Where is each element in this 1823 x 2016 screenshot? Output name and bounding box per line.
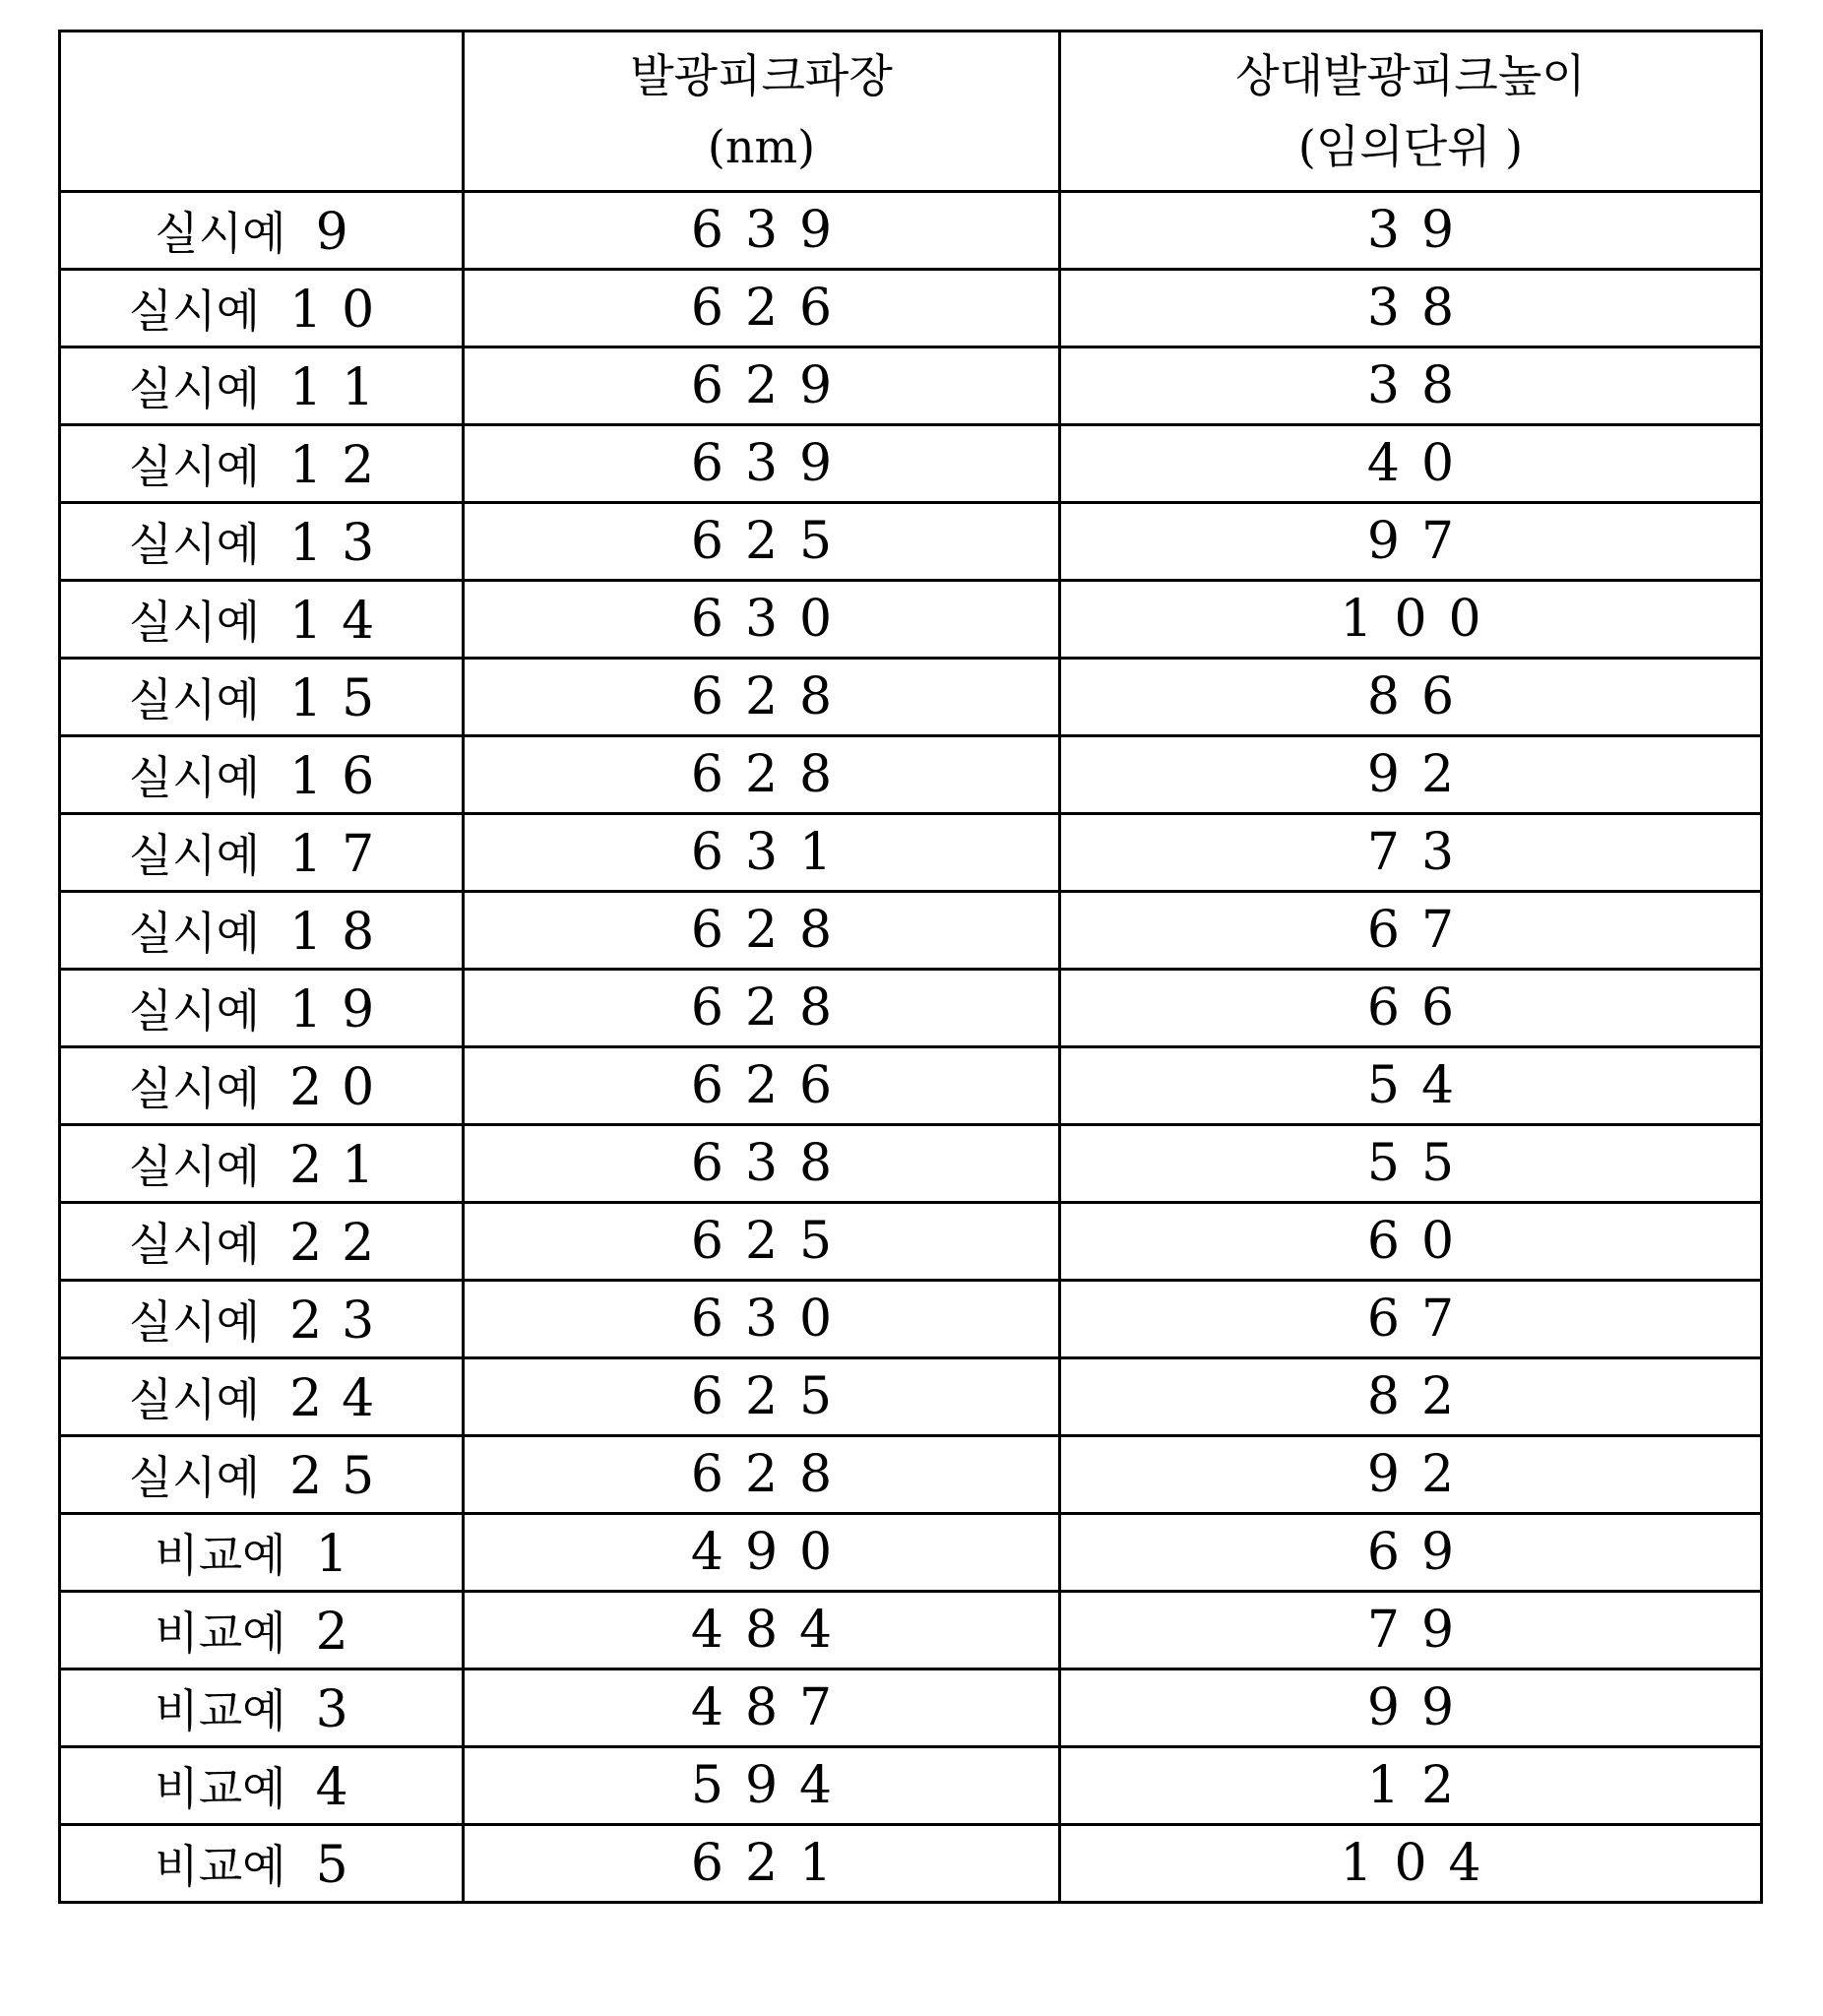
sample-number: 10 xyxy=(289,281,394,340)
table-row xyxy=(60,1747,1762,1825)
peak-height-cell xyxy=(1060,970,1762,1047)
sample-number: 25 xyxy=(289,1447,394,1506)
wavelength-value: 594 xyxy=(669,1756,853,1815)
table-row xyxy=(60,270,1762,347)
wavelength-value: 628 xyxy=(669,901,853,960)
wavelength-value: 628 xyxy=(669,1445,853,1504)
peak-height-cell xyxy=(1060,1592,1762,1670)
sample-cell xyxy=(60,1825,464,1903)
sample-cell xyxy=(60,1514,464,1592)
wavelength-cell xyxy=(464,425,1060,503)
peak-height-cell xyxy=(1060,892,1762,970)
peak-height-cell xyxy=(1060,192,1762,270)
sample-number: 24 xyxy=(289,1369,394,1428)
wavelength-cell xyxy=(464,970,1060,1047)
sample-number: 16 xyxy=(289,747,394,806)
peak-height-cell xyxy=(1060,1747,1762,1825)
sample-cell xyxy=(60,1592,464,1670)
peak-height-value: 100 xyxy=(1318,590,1502,649)
results-table xyxy=(58,30,1763,1904)
sample-type: 실시예 xyxy=(129,284,260,338)
sample-number: 3 xyxy=(316,1680,368,1739)
peak-height-cell xyxy=(1060,1281,1762,1358)
sample-type: 실시예 xyxy=(129,1140,260,1193)
peak-height-cell xyxy=(1060,1125,1762,1203)
wavelength-cell xyxy=(464,1825,1060,1903)
table-row xyxy=(60,1436,1762,1514)
table-row xyxy=(60,425,1762,503)
wavelength-value: 484 xyxy=(669,1601,853,1660)
sample-number: 4 xyxy=(316,1758,368,1817)
peak-height-cell xyxy=(1060,503,1762,581)
header-peak-wavelength xyxy=(464,32,1060,192)
sample-type: 실시예 xyxy=(129,596,260,649)
table-row xyxy=(60,1047,1762,1125)
wavelength-cell xyxy=(464,1047,1060,1125)
sample-type: 실시예 xyxy=(129,362,260,415)
wavelength-cell xyxy=(464,1747,1060,1825)
sample-type: 실시예 xyxy=(129,1451,260,1504)
peak-height-value: 38 xyxy=(1346,356,1476,415)
wavelength-cell xyxy=(464,192,1060,270)
peak-height-cell xyxy=(1060,1825,1762,1903)
sample-type: 비교예 xyxy=(155,1840,285,1893)
peak-height-value: 60 xyxy=(1346,1212,1476,1271)
sample-type: 실시예 xyxy=(129,907,260,960)
peak-height-value: 79 xyxy=(1346,1601,1476,1660)
wavelength-value: 630 xyxy=(669,1290,853,1349)
peak-height-value: 40 xyxy=(1346,434,1476,493)
sample-type: 비교예 xyxy=(155,1762,285,1815)
sample-number: 1 xyxy=(316,1525,368,1584)
wavelength-value: 487 xyxy=(669,1678,853,1737)
peak-height-cell xyxy=(1060,1047,1762,1125)
peak-height-cell xyxy=(1060,347,1762,425)
table-row xyxy=(60,970,1762,1047)
sample-number: 18 xyxy=(289,903,394,962)
wavelength-cell xyxy=(464,1436,1060,1514)
sample-type: 비교예 xyxy=(155,1684,285,1737)
peak-height-value: 12 xyxy=(1346,1756,1476,1815)
peak-height-value: 73 xyxy=(1346,823,1476,882)
wavelength-cell xyxy=(464,1670,1060,1747)
peak-height-value: 67 xyxy=(1346,1290,1476,1349)
peak-height-cell xyxy=(1060,736,1762,814)
sample-number: 2 xyxy=(316,1603,368,1662)
sample-type: 실시예 xyxy=(155,207,285,260)
wavelength-value: 490 xyxy=(669,1523,853,1582)
wavelength-value: 625 xyxy=(669,1212,853,1271)
wavelength-value: 626 xyxy=(669,279,853,338)
sample-cell xyxy=(60,425,464,503)
sample-cell xyxy=(60,1125,464,1203)
table-row xyxy=(60,892,1762,970)
table-row xyxy=(60,192,1762,270)
sample-number: 13 xyxy=(289,514,394,573)
sample-cell xyxy=(60,1358,464,1436)
sample-number: 19 xyxy=(289,980,394,1040)
wavelength-value: 639 xyxy=(669,434,853,493)
sample-number: 14 xyxy=(289,592,394,651)
peak-height-cell xyxy=(1060,659,1762,736)
sample-cell xyxy=(60,1670,464,1747)
sample-cell xyxy=(60,1436,464,1514)
header-row xyxy=(60,32,1762,192)
sample-number: 15 xyxy=(289,669,394,728)
sample-type: 실시예 xyxy=(129,829,260,882)
peak-height-value: 104 xyxy=(1318,1834,1502,1893)
table-row xyxy=(60,1203,1762,1281)
peak-height-value: 38 xyxy=(1346,279,1476,338)
peak-height-value: 54 xyxy=(1346,1056,1476,1115)
peak-height-cell xyxy=(1060,1514,1762,1592)
wavelength-cell xyxy=(464,1125,1060,1203)
sample-cell xyxy=(60,1281,464,1358)
sample-type: 실시예 xyxy=(129,1373,260,1426)
sample-cell xyxy=(60,1047,464,1125)
sample-number: 21 xyxy=(289,1136,394,1195)
sample-type: 비교예 xyxy=(155,1529,285,1582)
wavelength-value: 628 xyxy=(669,745,853,804)
sample-cell xyxy=(60,503,464,581)
wavelength-cell xyxy=(464,347,1060,425)
sample-cell xyxy=(60,270,464,347)
sample-type: 실시예 xyxy=(129,673,260,726)
sample-number: 17 xyxy=(289,825,394,884)
peak-height-value: 39 xyxy=(1346,201,1476,260)
sample-cell xyxy=(60,347,464,425)
peak-height-cell xyxy=(1060,1436,1762,1514)
sample-number: 9 xyxy=(316,203,368,262)
table-row xyxy=(60,1358,1762,1436)
sample-cell xyxy=(60,581,464,659)
sample-cell xyxy=(60,970,464,1047)
sample-cell xyxy=(60,892,464,970)
sample-number: 12 xyxy=(289,436,394,495)
wavelength-value: 625 xyxy=(669,1367,853,1426)
peak-height-cell xyxy=(1060,1670,1762,1747)
wavelength-value: 625 xyxy=(669,512,853,571)
header-label: 발광피크파장 xyxy=(630,49,893,102)
peak-height-cell xyxy=(1060,581,1762,659)
table-row xyxy=(60,1592,1762,1670)
peak-height-cell xyxy=(1060,1358,1762,1436)
peak-height-cell xyxy=(1060,1203,1762,1281)
peak-height-value: 92 xyxy=(1346,745,1476,804)
sample-number: 22 xyxy=(289,1214,394,1273)
wavelength-cell xyxy=(464,892,1060,970)
wavelength-cell xyxy=(464,814,1060,892)
wavelength-value: 631 xyxy=(669,823,853,882)
peak-height-value: 86 xyxy=(1346,667,1476,726)
sample-number: 5 xyxy=(316,1836,368,1895)
wavelength-cell xyxy=(464,270,1060,347)
sample-number: 11 xyxy=(289,358,394,417)
wavelength-value: 621 xyxy=(669,1834,853,1893)
sample-type: 실시예 xyxy=(129,1295,260,1349)
table-row xyxy=(60,736,1762,814)
sample-cell xyxy=(60,1747,464,1825)
wavelength-value: 629 xyxy=(669,356,853,415)
table-row xyxy=(60,659,1762,736)
table-row xyxy=(60,1825,1762,1903)
wavelength-cell xyxy=(464,1281,1060,1358)
header-unit: (임의단위 ) xyxy=(1061,111,1760,182)
peak-height-cell xyxy=(1060,270,1762,347)
wavelength-cell xyxy=(464,736,1060,814)
sample-type: 실시예 xyxy=(129,984,260,1038)
wavelength-cell xyxy=(464,1592,1060,1670)
sample-number: 20 xyxy=(289,1058,394,1117)
sample-cell xyxy=(60,659,464,736)
sample-type: 실시예 xyxy=(129,518,260,571)
wavelength-value: 628 xyxy=(669,978,853,1038)
sample-cell xyxy=(60,1203,464,1281)
peak-height-value: 82 xyxy=(1346,1367,1476,1426)
peak-height-cell xyxy=(1060,814,1762,892)
wavelength-value: 628 xyxy=(669,667,853,726)
sample-type: 실시예 xyxy=(129,1062,260,1115)
table-row xyxy=(60,581,1762,659)
wavelength-cell xyxy=(464,1514,1060,1592)
sample-cell xyxy=(60,736,464,814)
wavelength-cell xyxy=(464,503,1060,581)
wavelength-value: 639 xyxy=(669,201,853,260)
peak-height-value: 97 xyxy=(1346,512,1476,571)
sample-type: 실시예 xyxy=(129,751,260,804)
table-row xyxy=(60,347,1762,425)
table-row xyxy=(60,503,1762,581)
sample-type: 비교예 xyxy=(155,1606,285,1660)
wavelength-cell xyxy=(464,1358,1060,1436)
header-relative-peak-height xyxy=(1060,32,1762,192)
wavelength-cell xyxy=(464,659,1060,736)
peak-height-cell xyxy=(1060,425,1762,503)
peak-height-value: 55 xyxy=(1346,1134,1476,1193)
peak-height-value: 66 xyxy=(1346,978,1476,1038)
wavelength-cell xyxy=(464,1203,1060,1281)
wavelength-value: 638 xyxy=(669,1134,853,1193)
table-row xyxy=(60,1281,1762,1358)
sample-number: 23 xyxy=(289,1292,394,1351)
header-label: 상대발광피크높이 xyxy=(1235,49,1586,102)
peak-height-value: 69 xyxy=(1346,1523,1476,1582)
sample-type: 실시예 xyxy=(129,1218,260,1271)
table-row xyxy=(60,1670,1762,1747)
peak-height-value: 99 xyxy=(1346,1678,1476,1737)
wavelength-value: 630 xyxy=(669,590,853,649)
header-unit: (nm) xyxy=(465,111,1058,182)
sample-cell xyxy=(60,192,464,270)
peak-height-value: 67 xyxy=(1346,901,1476,960)
table-row xyxy=(60,1125,1762,1203)
table-row xyxy=(60,814,1762,892)
table-row xyxy=(60,1514,1762,1592)
wavelength-cell xyxy=(464,581,1060,659)
header-sample xyxy=(60,32,464,192)
sample-type: 실시예 xyxy=(129,440,260,493)
wavelength-value: 626 xyxy=(669,1056,853,1115)
sample-cell xyxy=(60,814,464,892)
peak-height-value: 92 xyxy=(1346,1445,1476,1504)
